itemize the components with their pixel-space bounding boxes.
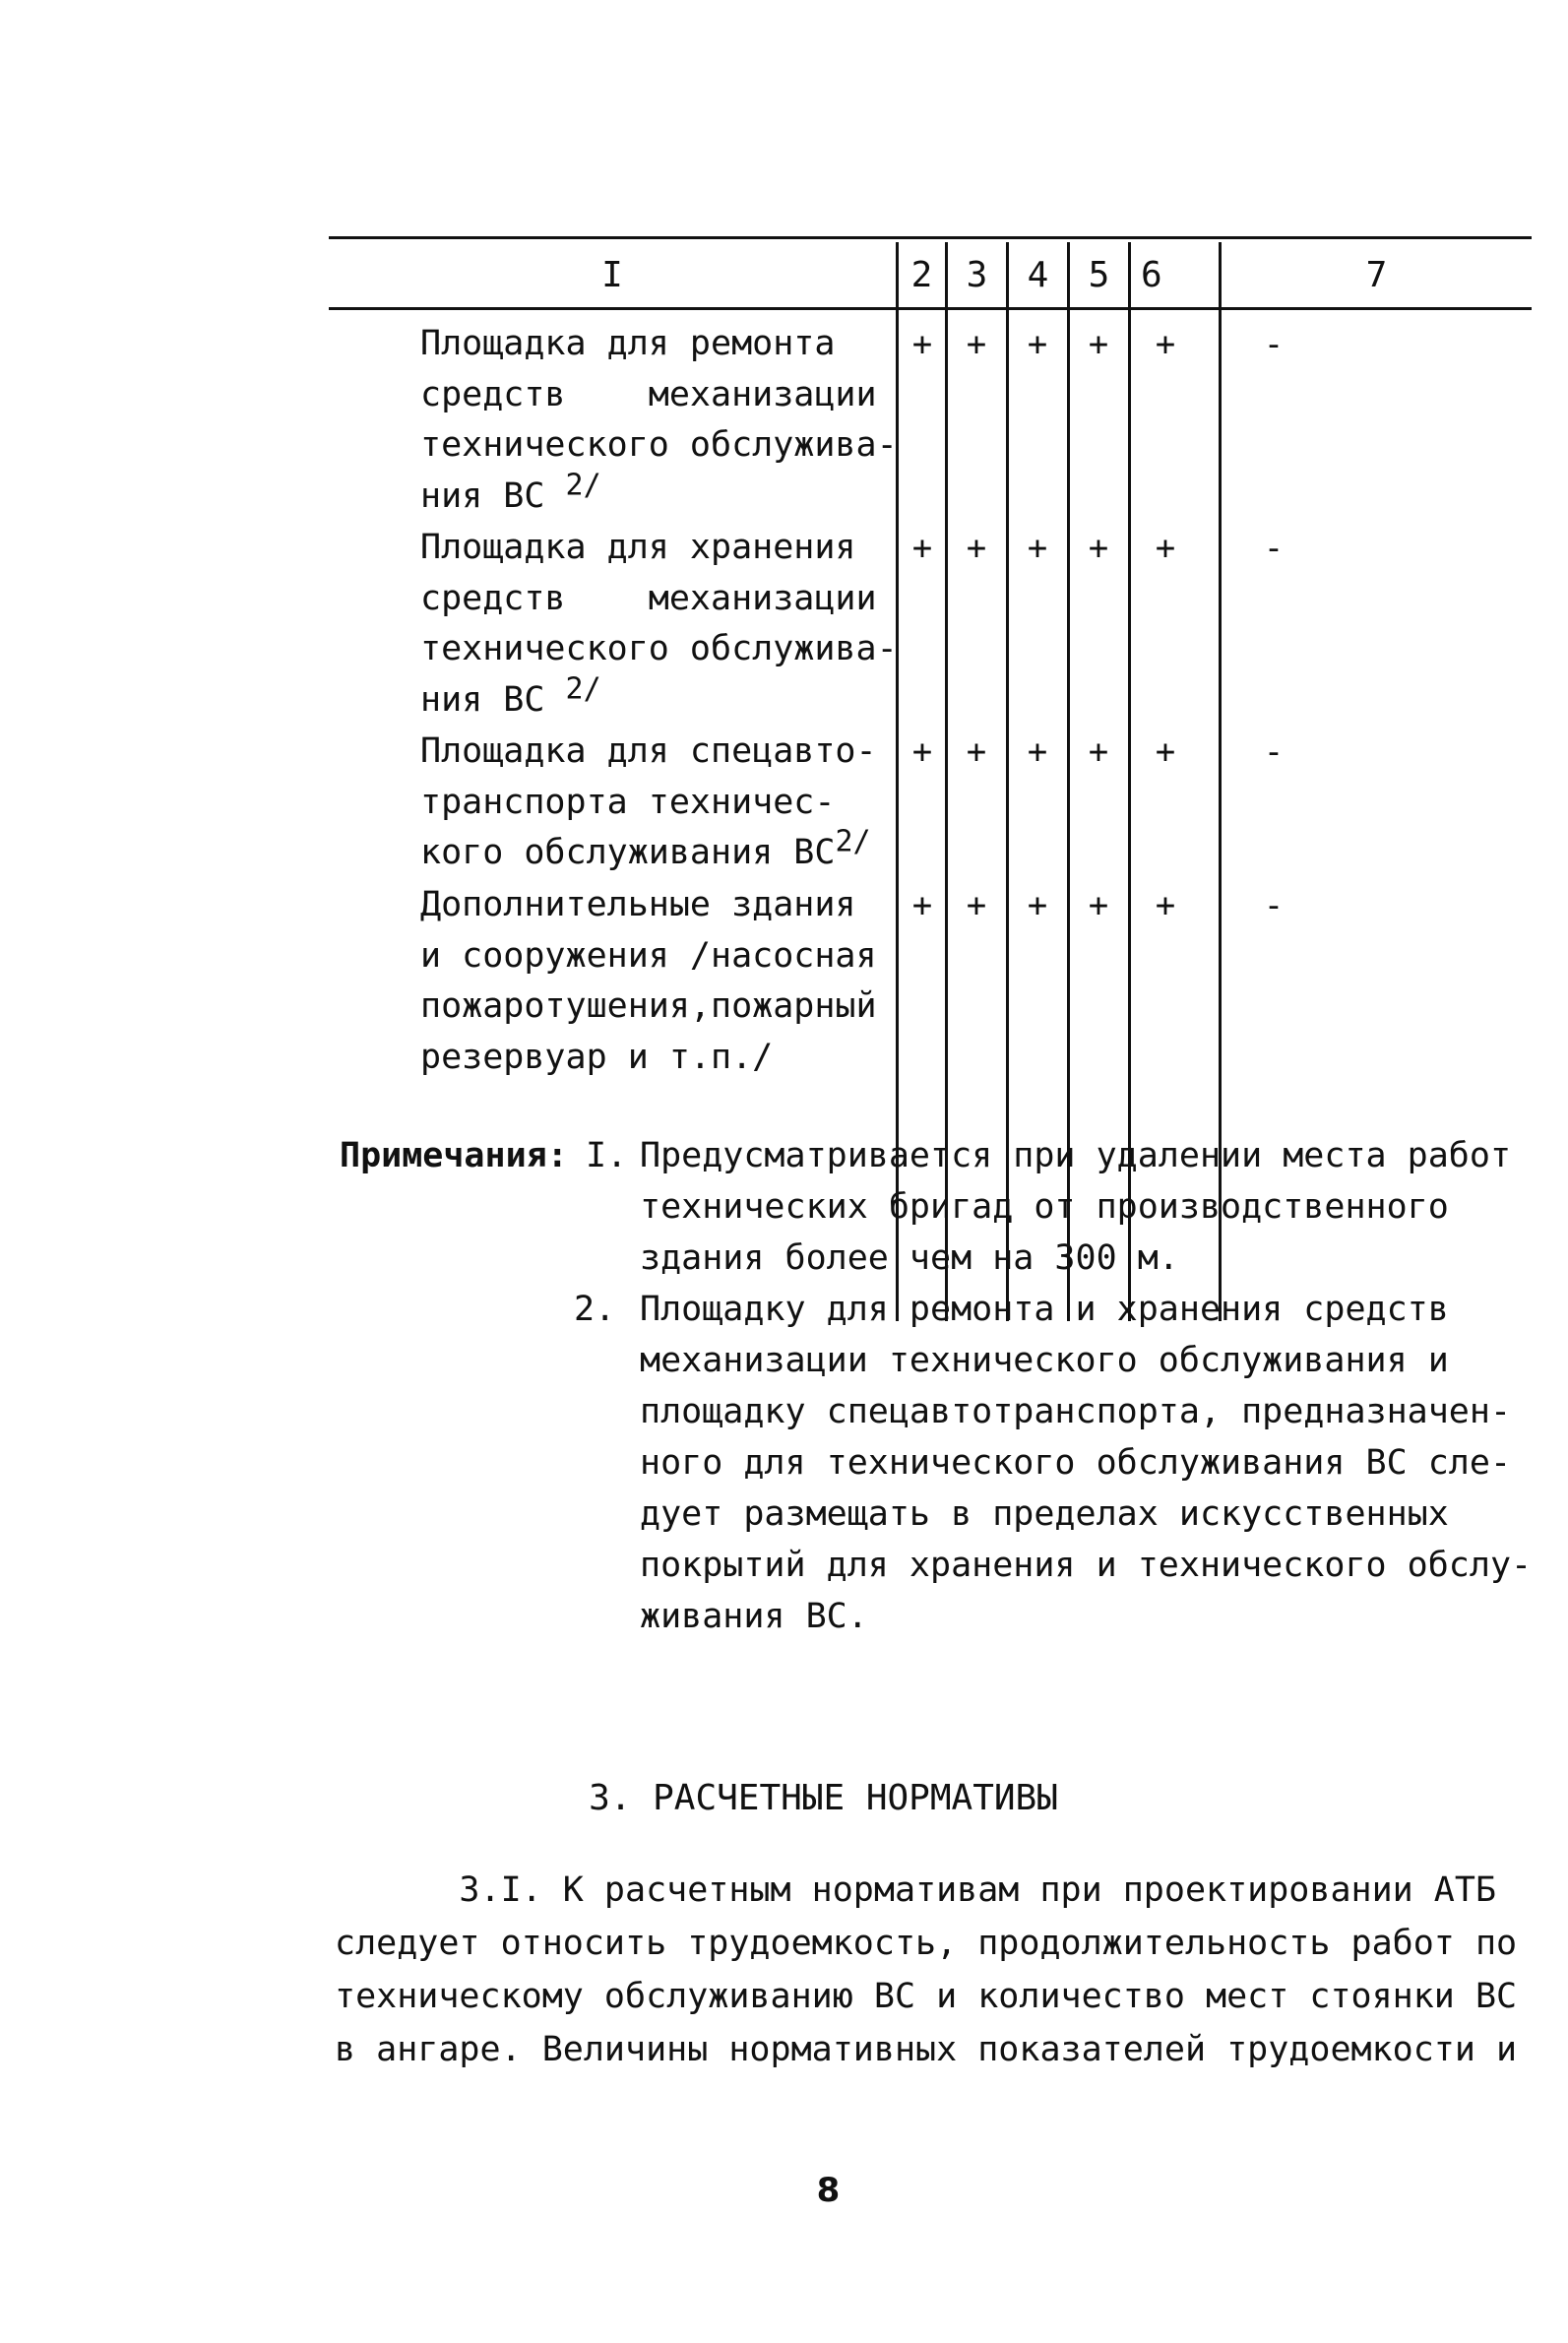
mark-col-5: + (1088, 886, 1109, 925)
note-number: I. (586, 1136, 628, 1175)
header-col-6: 6 (1141, 255, 1162, 295)
header-col-7: 7 (1365, 255, 1388, 295)
row-description: Площадка для спецавто- транспорта техничес- кого обслуживания ВС2/ (420, 731, 877, 872)
mark-col-4: + (1027, 529, 1048, 568)
footnote-ref: 2/ (565, 467, 601, 502)
row-description: Дополнительные здания и сооружения /насосная пожаротушения,пожарный резервуар и т.п./ (420, 885, 877, 1077)
note-text: Предусматривается при удалении места работ технических бригад от производственного здания более чем на 300 м. (640, 1136, 1512, 1278)
mark-col-3: + (966, 732, 987, 772)
mark-col-7: - (1263, 325, 1285, 364)
notes-title: Примечания: (340, 1136, 568, 1175)
header-col-5: 5 (1088, 255, 1110, 295)
mark-col-5: + (1088, 529, 1109, 568)
mark-col-6: + (1155, 886, 1176, 925)
section-paragraph: 3.I. К расчетным нормативам при проектировании АТБ следует относить трудоемкость, продолжительность работ по техническому обслуживанию ВС и количество мест стоянки ВС в ангаре. Величины нормативных показателей трудоемкости и (335, 1870, 1518, 2069)
page-number: 8 (816, 2171, 841, 2210)
footnote-ref: 2/ (565, 670, 601, 706)
mark-col-3: + (966, 325, 987, 364)
mark-col-3: + (966, 529, 987, 568)
mark-col-7: - (1263, 529, 1285, 568)
note-text: Площадку для ремонта и хранения средств механизации технического обслуживания и площадку спецавтотранспорта, предназначен- ного для технического обслуживания ВС сле- дует размещать в пределах искусственных покрытий для хранения и технического обслу- живания ВС. (640, 1290, 1533, 1636)
header-col-4: 4 (1027, 255, 1049, 295)
mark-col-4: + (1027, 886, 1048, 925)
note-number: 2. (574, 1290, 616, 1329)
row-description: Площадка для ремонта средств механизации технического обслужива- ния ВС 2/ (420, 324, 898, 516)
mark-col-7: - (1263, 886, 1285, 925)
mark-col-5: + (1088, 732, 1109, 772)
mark-col-6: + (1155, 529, 1176, 568)
header-col-1: I (601, 255, 623, 295)
mark-col-5: + (1088, 325, 1109, 364)
table-top-rule (329, 236, 1532, 239)
header-col-3: 3 (966, 255, 988, 295)
mark-col-6: + (1155, 732, 1176, 772)
section-heading: 3. РАСЧЕТНЫЕ НОРМАТИВЫ (589, 1778, 1058, 1818)
mark-col-6: + (1155, 325, 1176, 364)
header-col-2: 2 (910, 255, 933, 295)
mark-col-4: + (1027, 325, 1048, 364)
facilities-table (329, 236, 1532, 1088)
row-description: Площадка для хранения средств механизации технического обслужива- ния ВС 2/ (420, 528, 898, 720)
table-header-rule (329, 307, 1532, 310)
mark-col-2: + (911, 529, 933, 568)
mark-col-3: + (966, 886, 987, 925)
mark-col-2: + (911, 325, 933, 364)
mark-col-4: + (1027, 732, 1048, 772)
mark-col-2: + (911, 732, 933, 772)
mark-col-7: - (1263, 732, 1285, 772)
mark-col-2: + (911, 886, 933, 925)
footnote-ref: 2/ (835, 824, 871, 859)
